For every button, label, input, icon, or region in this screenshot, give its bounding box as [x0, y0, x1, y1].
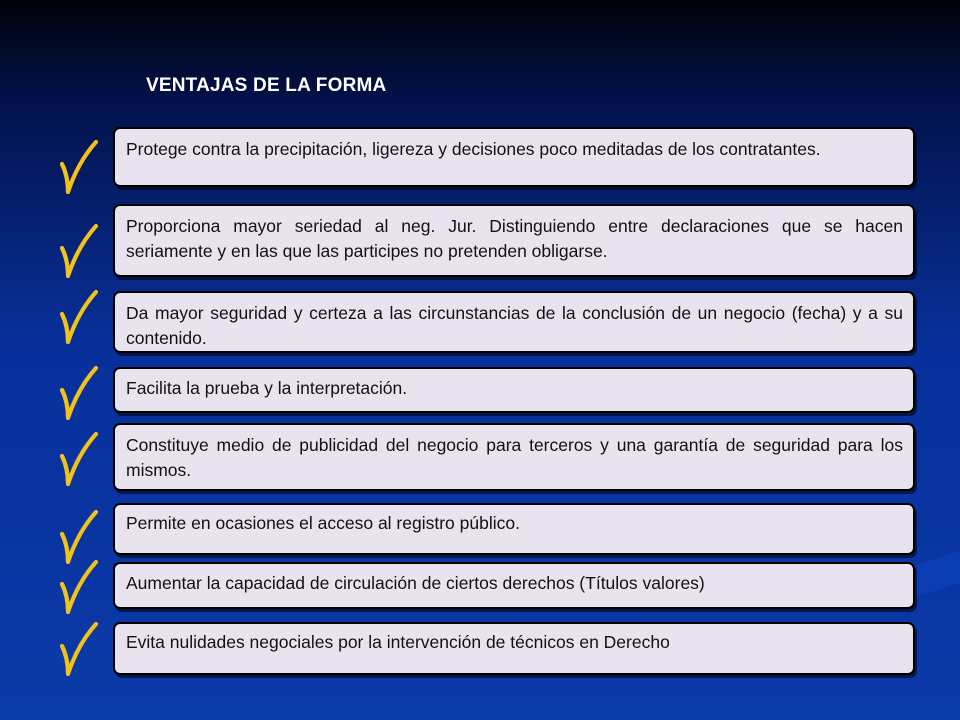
list-item-text: Evita nulidades negociales por la intervención de técnicos en Derecho: [126, 632, 670, 652]
list-item-text: Constituye medio de publicidad del negocio para terceros y una garantía de seguridad para los mismos.: [126, 435, 903, 480]
list-item: [113, 503, 915, 555]
list-item: [113, 204, 915, 277]
list-item: [113, 127, 915, 187]
list-item-text: Protege contra la precipitación, ligereza y decisiones poco meditadas de los contratantes.: [126, 139, 821, 159]
list-item-text: Facilita la prueba y la interpretación.: [126, 378, 408, 398]
list-item: [113, 622, 915, 675]
list-item-text: Proporciona mayor seriedad al neg. Jur. Distinguiendo entre declaraciones que se hacen seriamente y en las que las participes no pretenden obligarse.: [126, 216, 903, 261]
checkmark-icon: [58, 558, 100, 616]
list-item-text: Da mayor seguridad y certeza a las circunstancias de la conclusión de un negocio (fecha) y a su contenido.: [126, 303, 903, 348]
checkmark-icon: [58, 222, 100, 280]
list-item: [113, 367, 915, 413]
list-item-text: Permite en ocasiones el acceso al registro público.: [126, 513, 520, 533]
list-item-text: Aumentar la capacidad de circulación de ciertos derechos (Títulos valores): [126, 573, 705, 593]
slide-title: VENTAJAS DE LA FORMA: [146, 75, 387, 96]
list-item: [113, 562, 915, 609]
checkmark-icon: [58, 138, 100, 196]
background-swoosh: [907, 543, 960, 596]
checkmark-icon: [58, 430, 100, 488]
list-item: [113, 423, 915, 491]
checkmark-icon: [58, 620, 100, 678]
checkmark-icon: [58, 364, 100, 422]
list-item: [113, 291, 915, 353]
checkmark-icon: [58, 288, 100, 346]
